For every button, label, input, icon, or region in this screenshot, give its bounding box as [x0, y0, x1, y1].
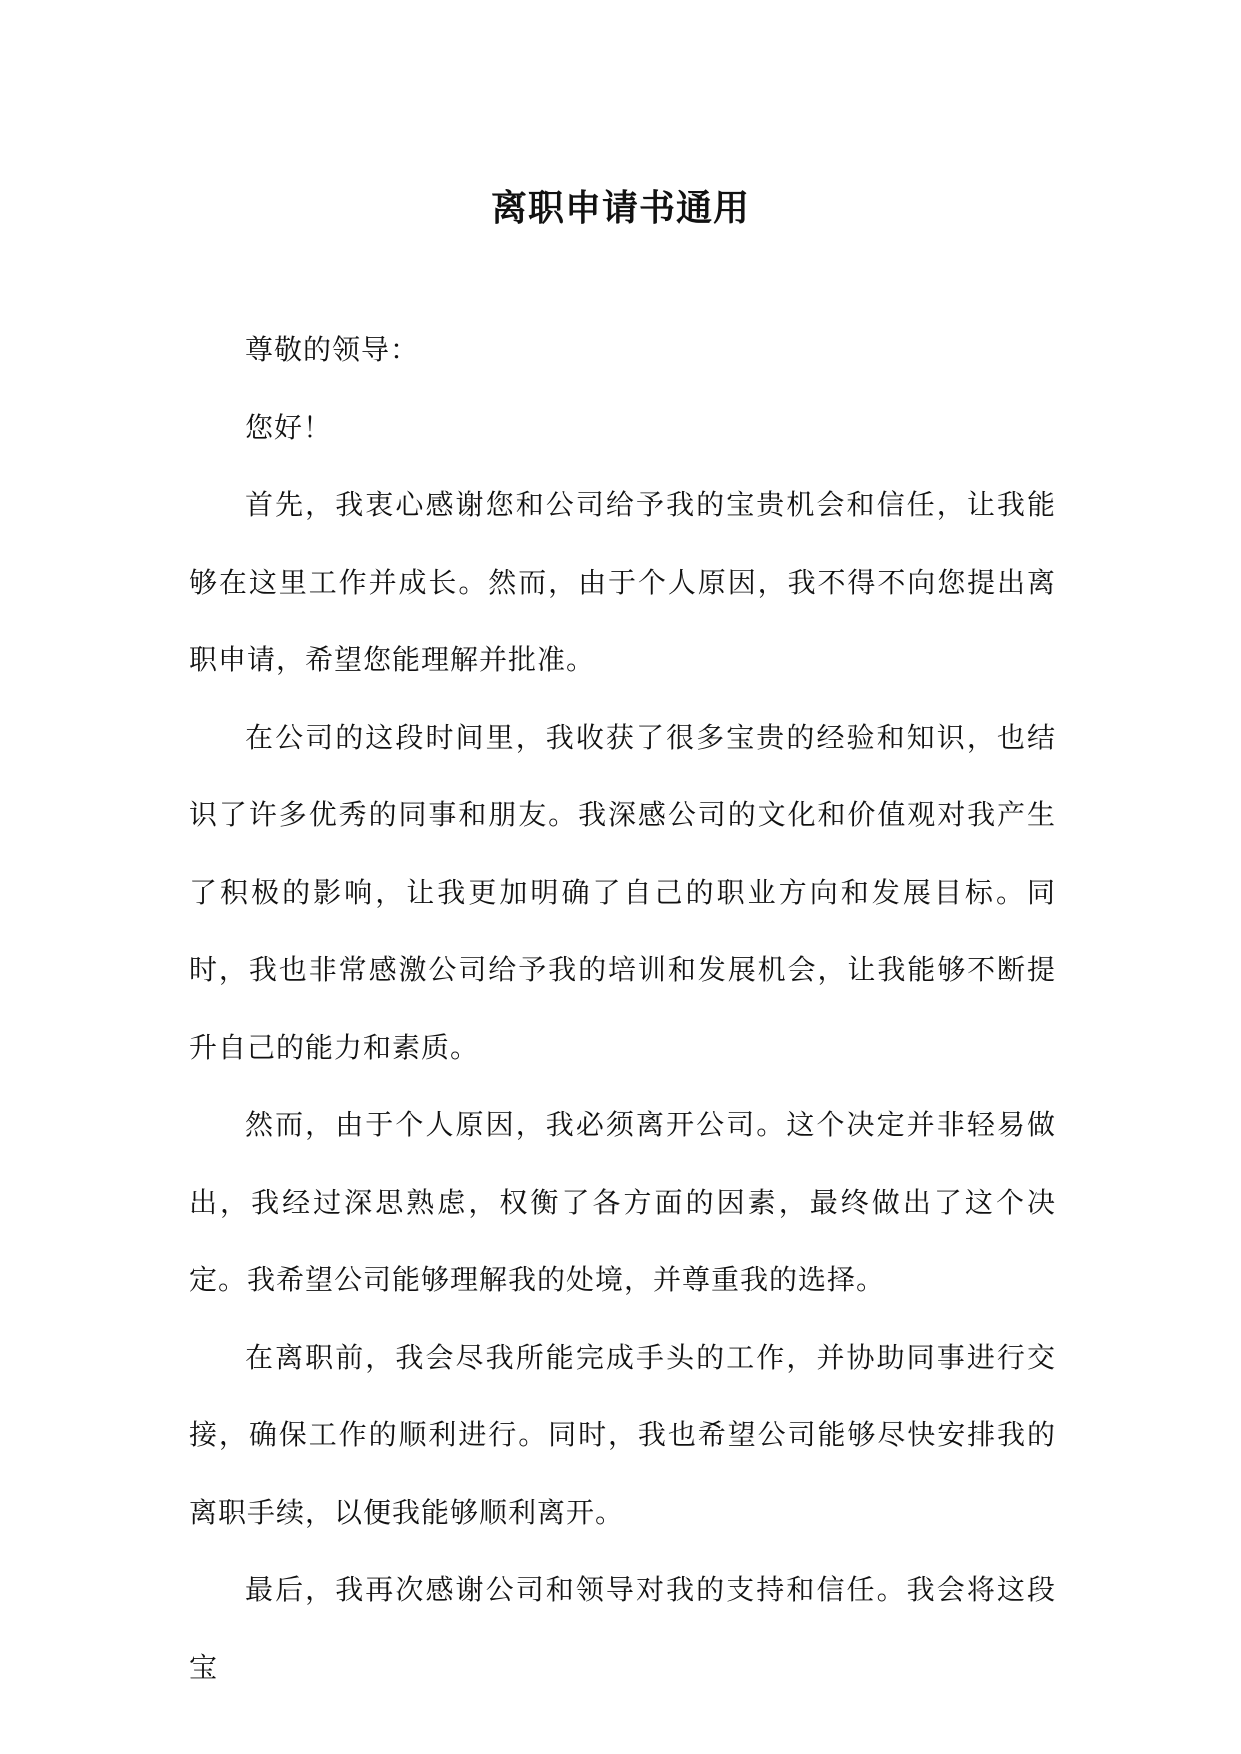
paragraph-thanks: 首先，我衷心感谢您和公司给予我的宝贵机会和信任，让我能够在这里工作并成长。然而，由于个人原因，我不得不向您提出离职申请，希望您能理解并批准。 [189, 488, 1056, 676]
paragraph-experience: 在公司的这段时间里，我收获了很多宝贵的经验和知识，也结识了许多优秀的同事和朋友。我深感公司的文化和价值观对我产生了积极的影响，让我更加明确了自己的职业方向和发展目标。同时，我也非常感激公司给予我的培训和发展机会，让我能够不断提升自己的能力和素质。 [189, 720, 1056, 1064]
document-title: 离职申请书通用 [490, 188, 750, 229]
paragraph-reason: 然而，由于个人原因，我必须离开公司。这个决定并非轻易做出，我经过深思熟虑，权衡了各方面的因素，最终做出了这个决定。我希望公司能够理解我的处境，并尊重我的选择。 [189, 1108, 1056, 1296]
paragraph-closing: 最后，我再次感谢公司和领导对我的支持和信任。我会将这段宝 [189, 1573, 1056, 1684]
letter-body [189, 311, 1056, 1706]
greeting: 您好！ [245, 410, 333, 444]
paragraph-handover: 在离职前，我会尽我所能完成手头的工作，并协助同事进行交接，确保工作的顺利进行。同时，我也希望公司能够尽快安排我的离职手续，以便我能够顺利离开。 [189, 1340, 1056, 1529]
salutation: 尊敬的领导： [245, 333, 420, 366]
